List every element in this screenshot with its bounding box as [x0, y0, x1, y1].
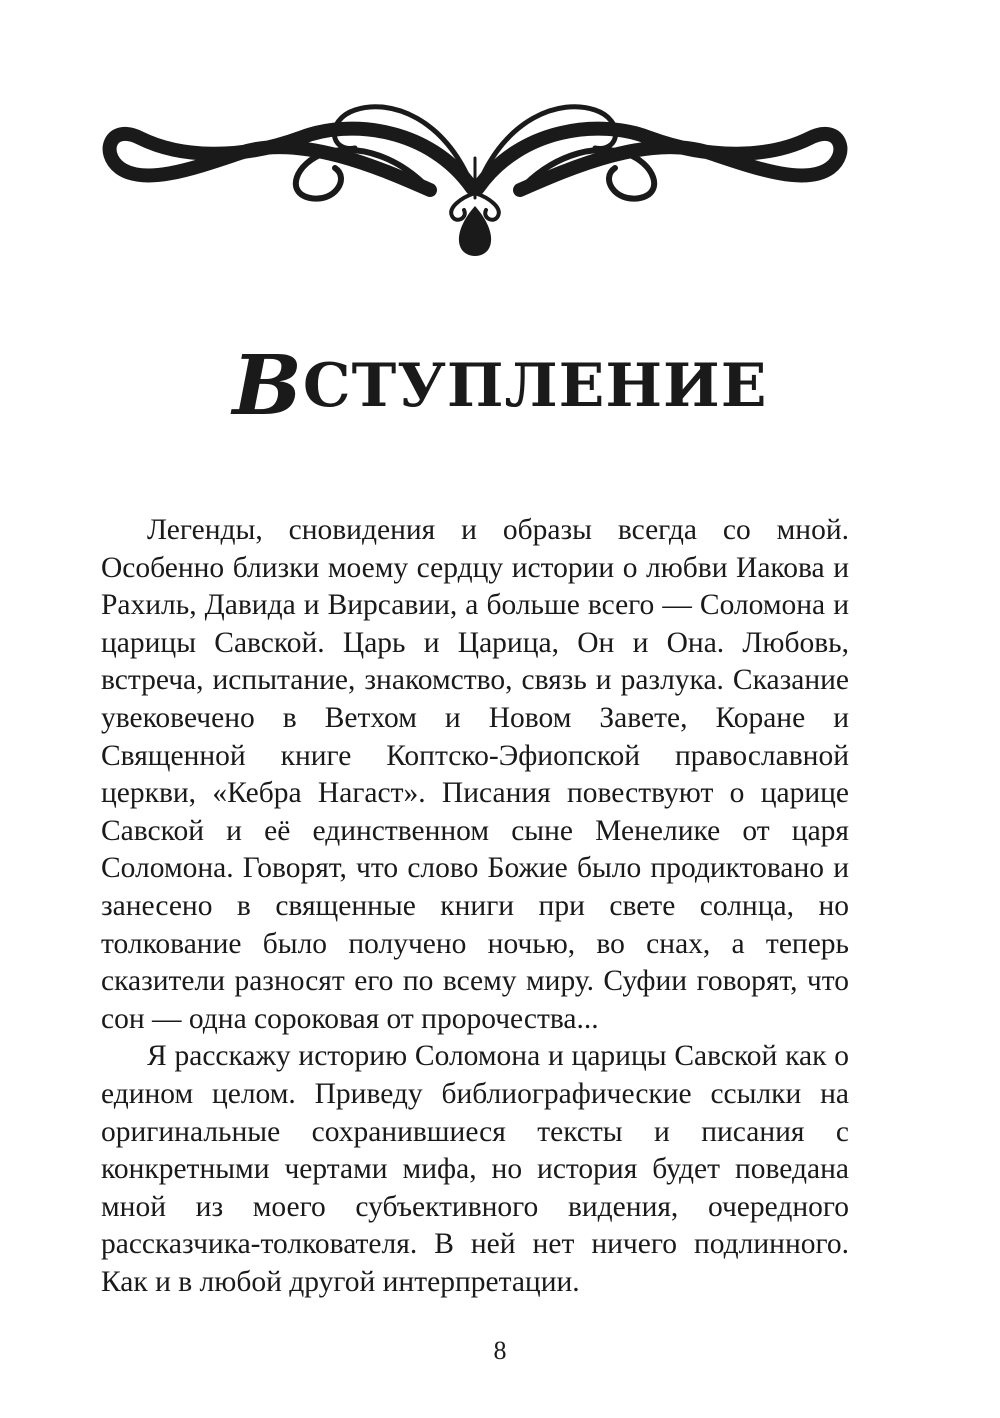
body-text — [101, 512, 849, 1301]
chapter-title — [0, 338, 1000, 434]
page-number: 8 — [493, 1336, 507, 1365]
decorative-scroll-ornament — [100, 98, 850, 258]
paragraph: Я расскажу историю Соломона и царицы Савской как о едином целом. Приведу библиографические ссылки на оригинальные сохранившиеся тексты и писания с конкретными чертами мифа, но история будет поведана мной из моего субъективного видения, очередного рассказчика-толкователя. В ней нет ничего подлинного. Как и в любой другой интерпретации. — [101, 1040, 849, 1298]
chapter-title-rest: СТУПЛЕНИЕ — [302, 351, 768, 421]
chapter-title-initial: В — [232, 338, 303, 434]
paragraph: Легенды, сновидения и образы всегда со мной. Особенно близки моему сердцу истории о любви Иакова и Рахиль, Давида и Вирсавии, а больше всего — Соломона и царицы Савской. Царь и Царица, Он и Она. Любовь, встреча, испытание, знакомство, связь и разлука. Сказание увековечено в Ветхом и Новом Завете, Коране и Священной книге Коптско-Эфиопской православной церкви, «Кебра Нагаст». Писания повествуют о царице Савской и её единственном сыне Менелике от царя Соломона. Говорят, что слово Божие было продиктовано и занесено в священные книги при свете солнца, но толкование было получено ночью, во снах, а теперь сказители разносят его по всему миру. Суфии говорят, что сон — одна сороковая от пророчества... — [101, 514, 849, 1035]
